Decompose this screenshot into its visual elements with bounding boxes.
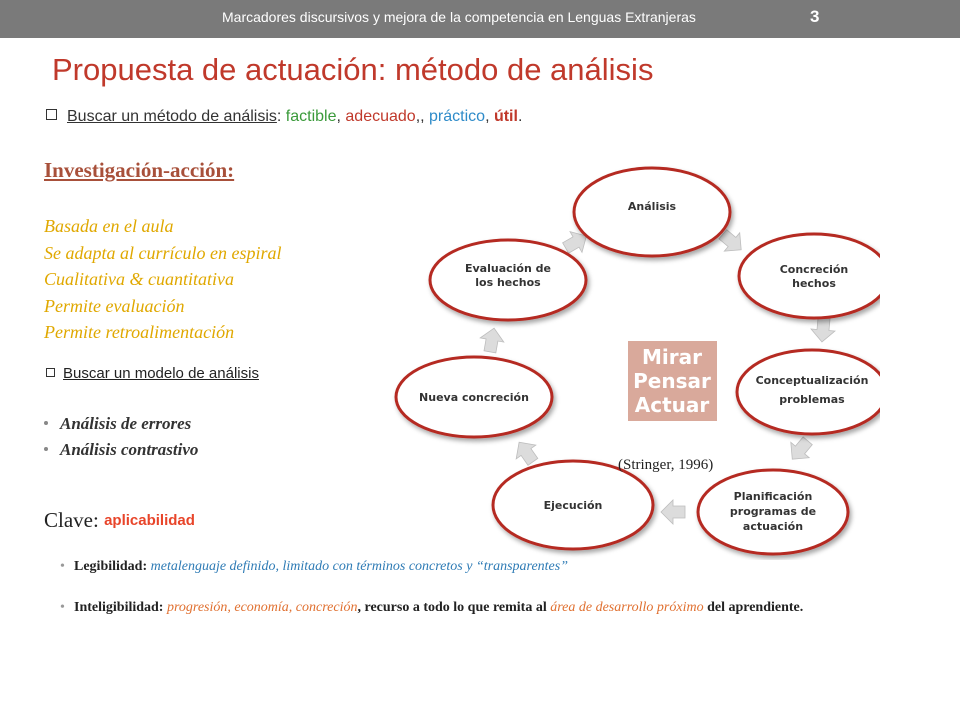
investigacion-list: [44, 213, 281, 346]
node-nueva: Nueva concreción: [419, 391, 529, 404]
word-factible: factible: [285, 108, 337, 125]
method-end: .: [517, 108, 523, 125]
slide-number: 3: [810, 7, 820, 26]
word-util: útil: [493, 108, 518, 125]
node-ejecucion: Ejecución: [543, 499, 603, 512]
inteligibilidad-t2: , recurso a todo lo que remita al: [357, 600, 551, 615]
arrow-icon: [478, 326, 506, 354]
word-practico: práctico: [429, 108, 486, 125]
header-text: Marcadores discursivos y mejora de la competencia en Lenguas Extranjeras: [222, 9, 696, 25]
comma-1: ,: [336, 108, 346, 125]
clave-value: aplicabilidad: [104, 512, 195, 529]
investigacion-heading: Investigación-acción:: [44, 158, 235, 182]
investigacion-item: Permite evaluación: [44, 295, 185, 316]
analysis-item-text: Análisis contrastivo: [60, 440, 199, 459]
inteligibilidad-t1: progresión, economía, concreción: [166, 600, 358, 615]
investigacion-item: Basada en el aula: [44, 216, 174, 236]
node-planificacion-3: actuación: [742, 520, 804, 533]
bullet-dot-icon: •: [60, 559, 65, 574]
node-concrecion-1: Concreción: [779, 263, 849, 276]
investigacion-item: Permite retroalimentación: [44, 322, 235, 342]
legibilidad-line: [60, 559, 569, 575]
analysis-item: [44, 437, 198, 463]
node-concrecion-shape: [739, 234, 880, 318]
node-evaluacion-1: Evaluación de: [465, 262, 551, 275]
analysis-item: [44, 411, 198, 437]
inteligibilidad-t3: área de desarrollo próximo: [550, 600, 704, 615]
comma-2: ,,: [415, 108, 430, 125]
bullet-dot-icon: [44, 421, 48, 425]
bullet-dot-icon: [44, 447, 48, 451]
node-planificacion-2: programas de: [729, 505, 817, 518]
node-analisis: Análisis: [627, 200, 677, 213]
node-conceptualizacion-shape: [737, 350, 880, 434]
inteligibilidad-label: Inteligibilidad:: [74, 600, 164, 615]
arrow-icon: [810, 317, 836, 343]
investigacion-item: Se adapta al currículo en espiral: [44, 242, 282, 263]
word-adecuado: adecuado: [345, 108, 416, 125]
node-evaluacion-2: los hechos: [475, 276, 541, 289]
modelo-text: Buscar un modelo de análisis: [63, 365, 259, 382]
legibilidad-label: Legibilidad:: [74, 559, 148, 574]
node-conceptualizacion-1: Conceptualización: [755, 374, 869, 387]
node-conceptualizacion-2: problemas: [779, 393, 845, 406]
method-prefix: Buscar un método de análisis: [67, 108, 277, 125]
square-bullet-icon: [46, 109, 57, 120]
arrow-icon: [661, 500, 685, 524]
modelo-line: [46, 365, 259, 382]
analysis-item-text: Análisis de errores: [60, 414, 192, 433]
inteligibilidad-line: [60, 599, 924, 616]
page-title: Propuesta de actuación: método de análisis: [52, 52, 654, 87]
cycle-diagram: [380, 160, 880, 560]
method-line: [46, 108, 522, 126]
square-bullet-icon: [46, 368, 55, 377]
node-concrecion-2: hechos: [792, 277, 836, 290]
center-mirar: Mirar: [642, 345, 702, 369]
node-planificacion-1: Planificación: [733, 490, 813, 503]
comma-3: ,: [485, 108, 494, 125]
header-bar: [0, 0, 960, 38]
arrow-icon: [783, 433, 817, 467]
clave-line: [44, 508, 195, 533]
center-pensar: Pensar: [633, 369, 711, 393]
arrow-icon: [509, 435, 542, 468]
legibilidad-text: metalenguaje definido, limitado con términos concretos y “transparentes”: [150, 559, 569, 574]
clave-label: Clave:: [44, 508, 105, 532]
investigacion-item: Cualitativa & cuantitativa: [44, 269, 234, 289]
citation: (Stringer, 1996): [618, 457, 714, 473]
analysis-list: [44, 411, 198, 463]
center-actuar: Actuar: [634, 393, 710, 417]
method-sep: :: [276, 108, 286, 125]
inteligibilidad-t4: del aprendiente.: [703, 600, 804, 615]
bullet-dot-icon: •: [60, 600, 65, 615]
